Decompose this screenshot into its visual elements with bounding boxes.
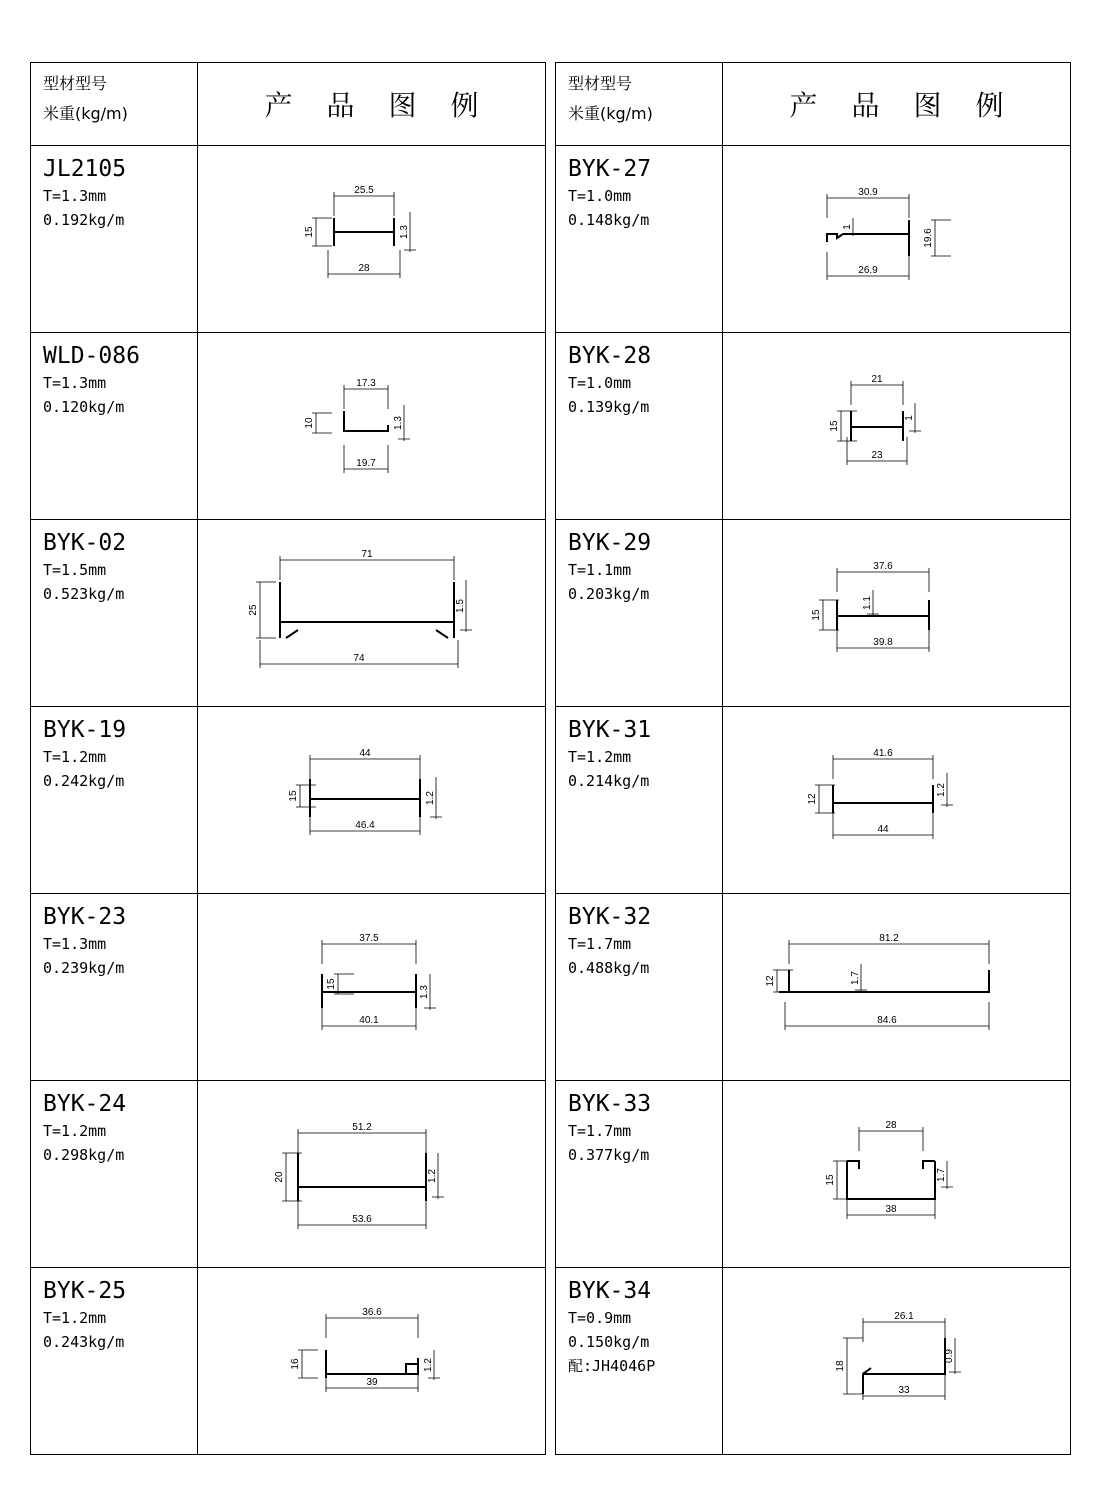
profile-figure-cell [723, 1268, 1071, 1455]
profile-figure-cell [198, 146, 546, 333]
model-number: BYK-02 [43, 530, 127, 556]
product-info [556, 894, 722, 980]
profile-outline [326, 1350, 418, 1378]
thickness-dimension-label: 1 [842, 224, 853, 230]
product-info [31, 894, 197, 980]
thickness-dimension-label: 1.7 [936, 1168, 947, 1182]
height-dimension-line [256, 582, 276, 638]
profile-figure-cell [723, 707, 1071, 894]
profile-drawing [723, 333, 1071, 519]
height-dimension-label: 12 [765, 975, 776, 987]
product-info-cell [31, 333, 198, 520]
thickness-dimension-label: 1.2 [423, 1358, 434, 1372]
type-label: 型材型号 [43, 74, 108, 93]
profile-figure-cell [723, 520, 1071, 707]
bottom-dimension-label: 33 [898, 1385, 910, 1396]
unit-weight: 0.377kg/m [568, 1146, 650, 1164]
product-info [31, 1268, 197, 1354]
height-dimension-line [312, 413, 332, 433]
product-row [556, 146, 1071, 333]
product-row [556, 894, 1071, 1081]
unit-weight: 0.488kg/m [568, 959, 650, 977]
thickness-dimension-label: 0.9 [944, 1349, 955, 1363]
profile-drawing [198, 894, 546, 1080]
profile-outline [310, 779, 420, 817]
height-dimension-label: 15 [825, 1174, 836, 1186]
product-row [556, 333, 1071, 520]
thickness-dimension-label: 1.1 [862, 596, 873, 610]
unit-weight: 0.242kg/m [43, 772, 125, 790]
model-number: BYK-28 [568, 343, 652, 369]
product-info-cell [31, 520, 198, 707]
header-info-cell [556, 63, 723, 146]
height-dimension-line [312, 218, 332, 246]
product-info-cell [556, 707, 723, 894]
product-row [31, 520, 546, 707]
top-dimension-label: 71 [361, 549, 373, 560]
profile-figure-cell [198, 894, 546, 1081]
profile-drawing [198, 146, 546, 332]
height-dimension-line [833, 1161, 853, 1199]
profile-figure-cell [723, 894, 1071, 1081]
figure-header: 产品图例 [723, 63, 1071, 146]
thickness: T=1.0mm [568, 187, 632, 205]
product-info [556, 520, 722, 606]
product-info-cell [31, 707, 198, 894]
product-info [31, 333, 197, 419]
profile-drawing [723, 894, 1071, 1080]
bottom-dimension-label: 84.6 [877, 1015, 897, 1026]
pairing-note: 配:JH4046P [568, 1357, 656, 1375]
top-dimension-label: 28 [885, 1120, 897, 1131]
profile-figure-cell [723, 333, 1071, 520]
profile-drawing [198, 707, 546, 893]
height-dimension-label: 15 [326, 978, 337, 990]
thickness-dimension-label: 1.3 [399, 225, 410, 239]
top-dimension-label: 25.5 [354, 185, 374, 196]
bottom-dimension-label: 26.9 [858, 265, 878, 276]
profile-outline [344, 411, 388, 431]
header-info-cell [31, 63, 198, 146]
height-dimension-label: 19.6 [923, 228, 934, 248]
right-catalog-table [555, 62, 1071, 1455]
profile-drawing [198, 333, 546, 519]
unit-weight: 0.298kg/m [43, 1146, 125, 1164]
thickness: T=1.7mm [568, 1122, 632, 1140]
height-dimension-label: 12 [807, 793, 818, 805]
product-info [556, 707, 722, 793]
product-info-cell [556, 520, 723, 707]
unit-weight: 0.203kg/m [568, 585, 650, 603]
thickness: T=1.3mm [43, 374, 107, 392]
thickness: T=1.2mm [43, 748, 107, 766]
thickness: T=1.1mm [568, 561, 632, 579]
height-dimension-line [298, 1350, 318, 1378]
top-dimension-label: 26.1 [894, 1311, 914, 1322]
bottom-dimension-label: 39.8 [873, 637, 893, 648]
profile-figure-cell [723, 1081, 1071, 1268]
profile-drawing [723, 146, 1071, 332]
product-info-cell [556, 894, 723, 1081]
product-row [31, 894, 546, 1081]
height-dimension-line [843, 1338, 863, 1394]
product-info [556, 146, 722, 232]
model-number: BYK-23 [43, 904, 127, 930]
height-dimension-label: 15 [811, 609, 822, 621]
bottom-dimension-label: 40.1 [359, 1015, 379, 1026]
model-number: BYK-25 [43, 1278, 127, 1304]
profile-drawing [198, 1268, 546, 1454]
height-dimension-label: 20 [274, 1171, 285, 1183]
thickness-dimension-label: 1.7 [850, 971, 861, 985]
thickness: T=1.2mm [568, 748, 632, 766]
unit-weight: 0.214kg/m [568, 772, 650, 790]
profile-outline [298, 1153, 426, 1201]
model-number: BYK-19 [43, 717, 127, 743]
thickness: T=1.0mm [568, 374, 632, 392]
product-info-cell [31, 894, 198, 1081]
bottom-dimension-label: 38 [885, 1204, 897, 1215]
profile-figure-cell [198, 333, 546, 520]
thickness: T=1.2mm [43, 1309, 107, 1327]
top-dimension-label: 44 [359, 748, 371, 759]
unit-weight: 0.523kg/m [43, 585, 125, 603]
unit-weight: 0.150kg/m [568, 1333, 650, 1351]
product-info [556, 333, 722, 419]
profile-outline [779, 970, 989, 992]
profile-outline [827, 220, 909, 256]
thickness: T=1.7mm [568, 935, 632, 953]
height-dimension-label: 16 [290, 1358, 301, 1370]
profile-drawing [198, 1081, 546, 1267]
thickness: T=1.3mm [43, 187, 107, 205]
thickness-dimension-label: 1.2 [936, 783, 947, 797]
height-dimension-label: 15 [304, 226, 315, 238]
top-dimension-label: 41.6 [873, 748, 893, 759]
header-row [31, 63, 546, 146]
bottom-dimension-label: 53.6 [352, 1214, 372, 1225]
profile-drawing [723, 520, 1071, 706]
model-number: BYK-33 [568, 1091, 652, 1117]
top-dimension-label: 37.6 [873, 561, 893, 572]
product-row [556, 1081, 1071, 1268]
height-dimension-label: 18 [835, 1360, 846, 1372]
profile-outline [837, 600, 929, 630]
product-row [31, 333, 546, 520]
height-dimension-label: 15 [288, 790, 299, 802]
bottom-dimension-label: 74 [353, 653, 365, 664]
bottom-dimension-label: 19.7 [356, 458, 376, 469]
thickness-dimension-label: 1.3 [393, 416, 404, 430]
thickness: T=1.3mm [43, 935, 107, 953]
height-dimension-label: 25 [248, 604, 259, 616]
profile-outline [847, 1161, 935, 1199]
product-row [556, 520, 1071, 707]
product-info-cell [31, 1268, 198, 1455]
profile-outline [833, 785, 933, 813]
thickness-dimension-label: 1.3 [419, 985, 430, 999]
height-dimension-line [296, 785, 316, 807]
unit-weight: 0.148kg/m [568, 211, 650, 229]
thickness-dimension-label: 1.5 [455, 599, 466, 613]
top-dimension-label: 81.2 [879, 933, 899, 944]
profile-drawing [723, 1268, 1071, 1454]
profile-drawing [198, 520, 546, 706]
product-info [31, 146, 197, 232]
model-number: BYK-29 [568, 530, 652, 556]
left-catalog-table [30, 62, 546, 1455]
top-dimension-label: 36.6 [362, 1307, 382, 1318]
product-row [31, 1081, 546, 1268]
product-row [31, 707, 546, 894]
product-info [31, 1081, 197, 1167]
type-label: 型材型号 [568, 74, 633, 93]
top-dimension-label: 30.9 [858, 187, 878, 198]
profile-drawing [723, 707, 1071, 893]
profile-outline [334, 218, 394, 246]
thickness-dimension-label: 1.2 [425, 791, 436, 805]
bottom-dimension-label: 39 [366, 1377, 378, 1388]
thickness: T=0.9mm [568, 1309, 632, 1327]
thickness-dimension-label: 1 [904, 415, 915, 421]
product-info-cell [556, 1081, 723, 1268]
unit-weight: 0.239kg/m [43, 959, 125, 977]
thickness-dimension-label: 1.2 [427, 1169, 438, 1183]
unit-weight: 0.139kg/m [568, 398, 650, 416]
unit-weight: 0.120kg/m [43, 398, 125, 416]
unit-weight: 0.192kg/m [43, 211, 125, 229]
product-row [556, 1268, 1071, 1455]
product-info-cell [556, 1268, 723, 1455]
profile-figure-cell [198, 520, 546, 707]
product-row [31, 1268, 546, 1455]
unit-weight: 0.243kg/m [43, 1333, 125, 1351]
product-row [31, 146, 546, 333]
bottom-dimension-label: 28 [358, 263, 370, 274]
weight-label: 米重(kg/m) [568, 104, 653, 123]
top-dimension-label: 51.2 [352, 1122, 372, 1133]
height-dimension-label: 15 [829, 420, 840, 432]
product-info [31, 707, 197, 793]
profile-figure-cell [723, 146, 1071, 333]
bottom-dimension-label: 44 [877, 824, 889, 835]
profile-figure-cell [198, 1268, 546, 1455]
model-number: BYK-32 [568, 904, 652, 930]
product-info [31, 520, 197, 606]
height-dimension-label: 10 [304, 417, 315, 429]
product-info [556, 1081, 722, 1167]
thickness: T=1.5mm [43, 561, 107, 579]
profile-drawing [723, 1081, 1071, 1267]
model-number: BYK-27 [568, 156, 652, 182]
model-number: BYK-31 [568, 717, 652, 743]
thickness: T=1.2mm [43, 1122, 107, 1140]
top-dimension-label: 21 [871, 374, 883, 385]
bottom-dimension-label: 23 [871, 450, 883, 461]
product-info-cell [31, 1081, 198, 1268]
model-number: JL2105 [43, 156, 127, 182]
profile-outline [280, 582, 454, 638]
product-info-cell [31, 146, 198, 333]
model-number: WLD-086 [43, 343, 140, 369]
top-dimension-label: 17.3 [356, 378, 376, 389]
profile-outline [851, 411, 903, 441]
product-row [556, 707, 1071, 894]
height-dimension-line [931, 220, 951, 256]
profile-figure-cell [198, 707, 546, 894]
product-info-cell [556, 333, 723, 520]
header-row [556, 63, 1071, 146]
top-dimension-label: 37.5 [359, 933, 379, 944]
profile-figure-cell [198, 1081, 546, 1268]
bottom-dimension-label: 46.4 [355, 820, 375, 831]
product-info [556, 1268, 722, 1378]
figure-header: 产品图例 [198, 63, 546, 146]
weight-label: 米重(kg/m) [43, 104, 128, 123]
product-info-cell [556, 146, 723, 333]
model-number: BYK-24 [43, 1091, 127, 1117]
model-number: BYK-34 [568, 1278, 652, 1304]
